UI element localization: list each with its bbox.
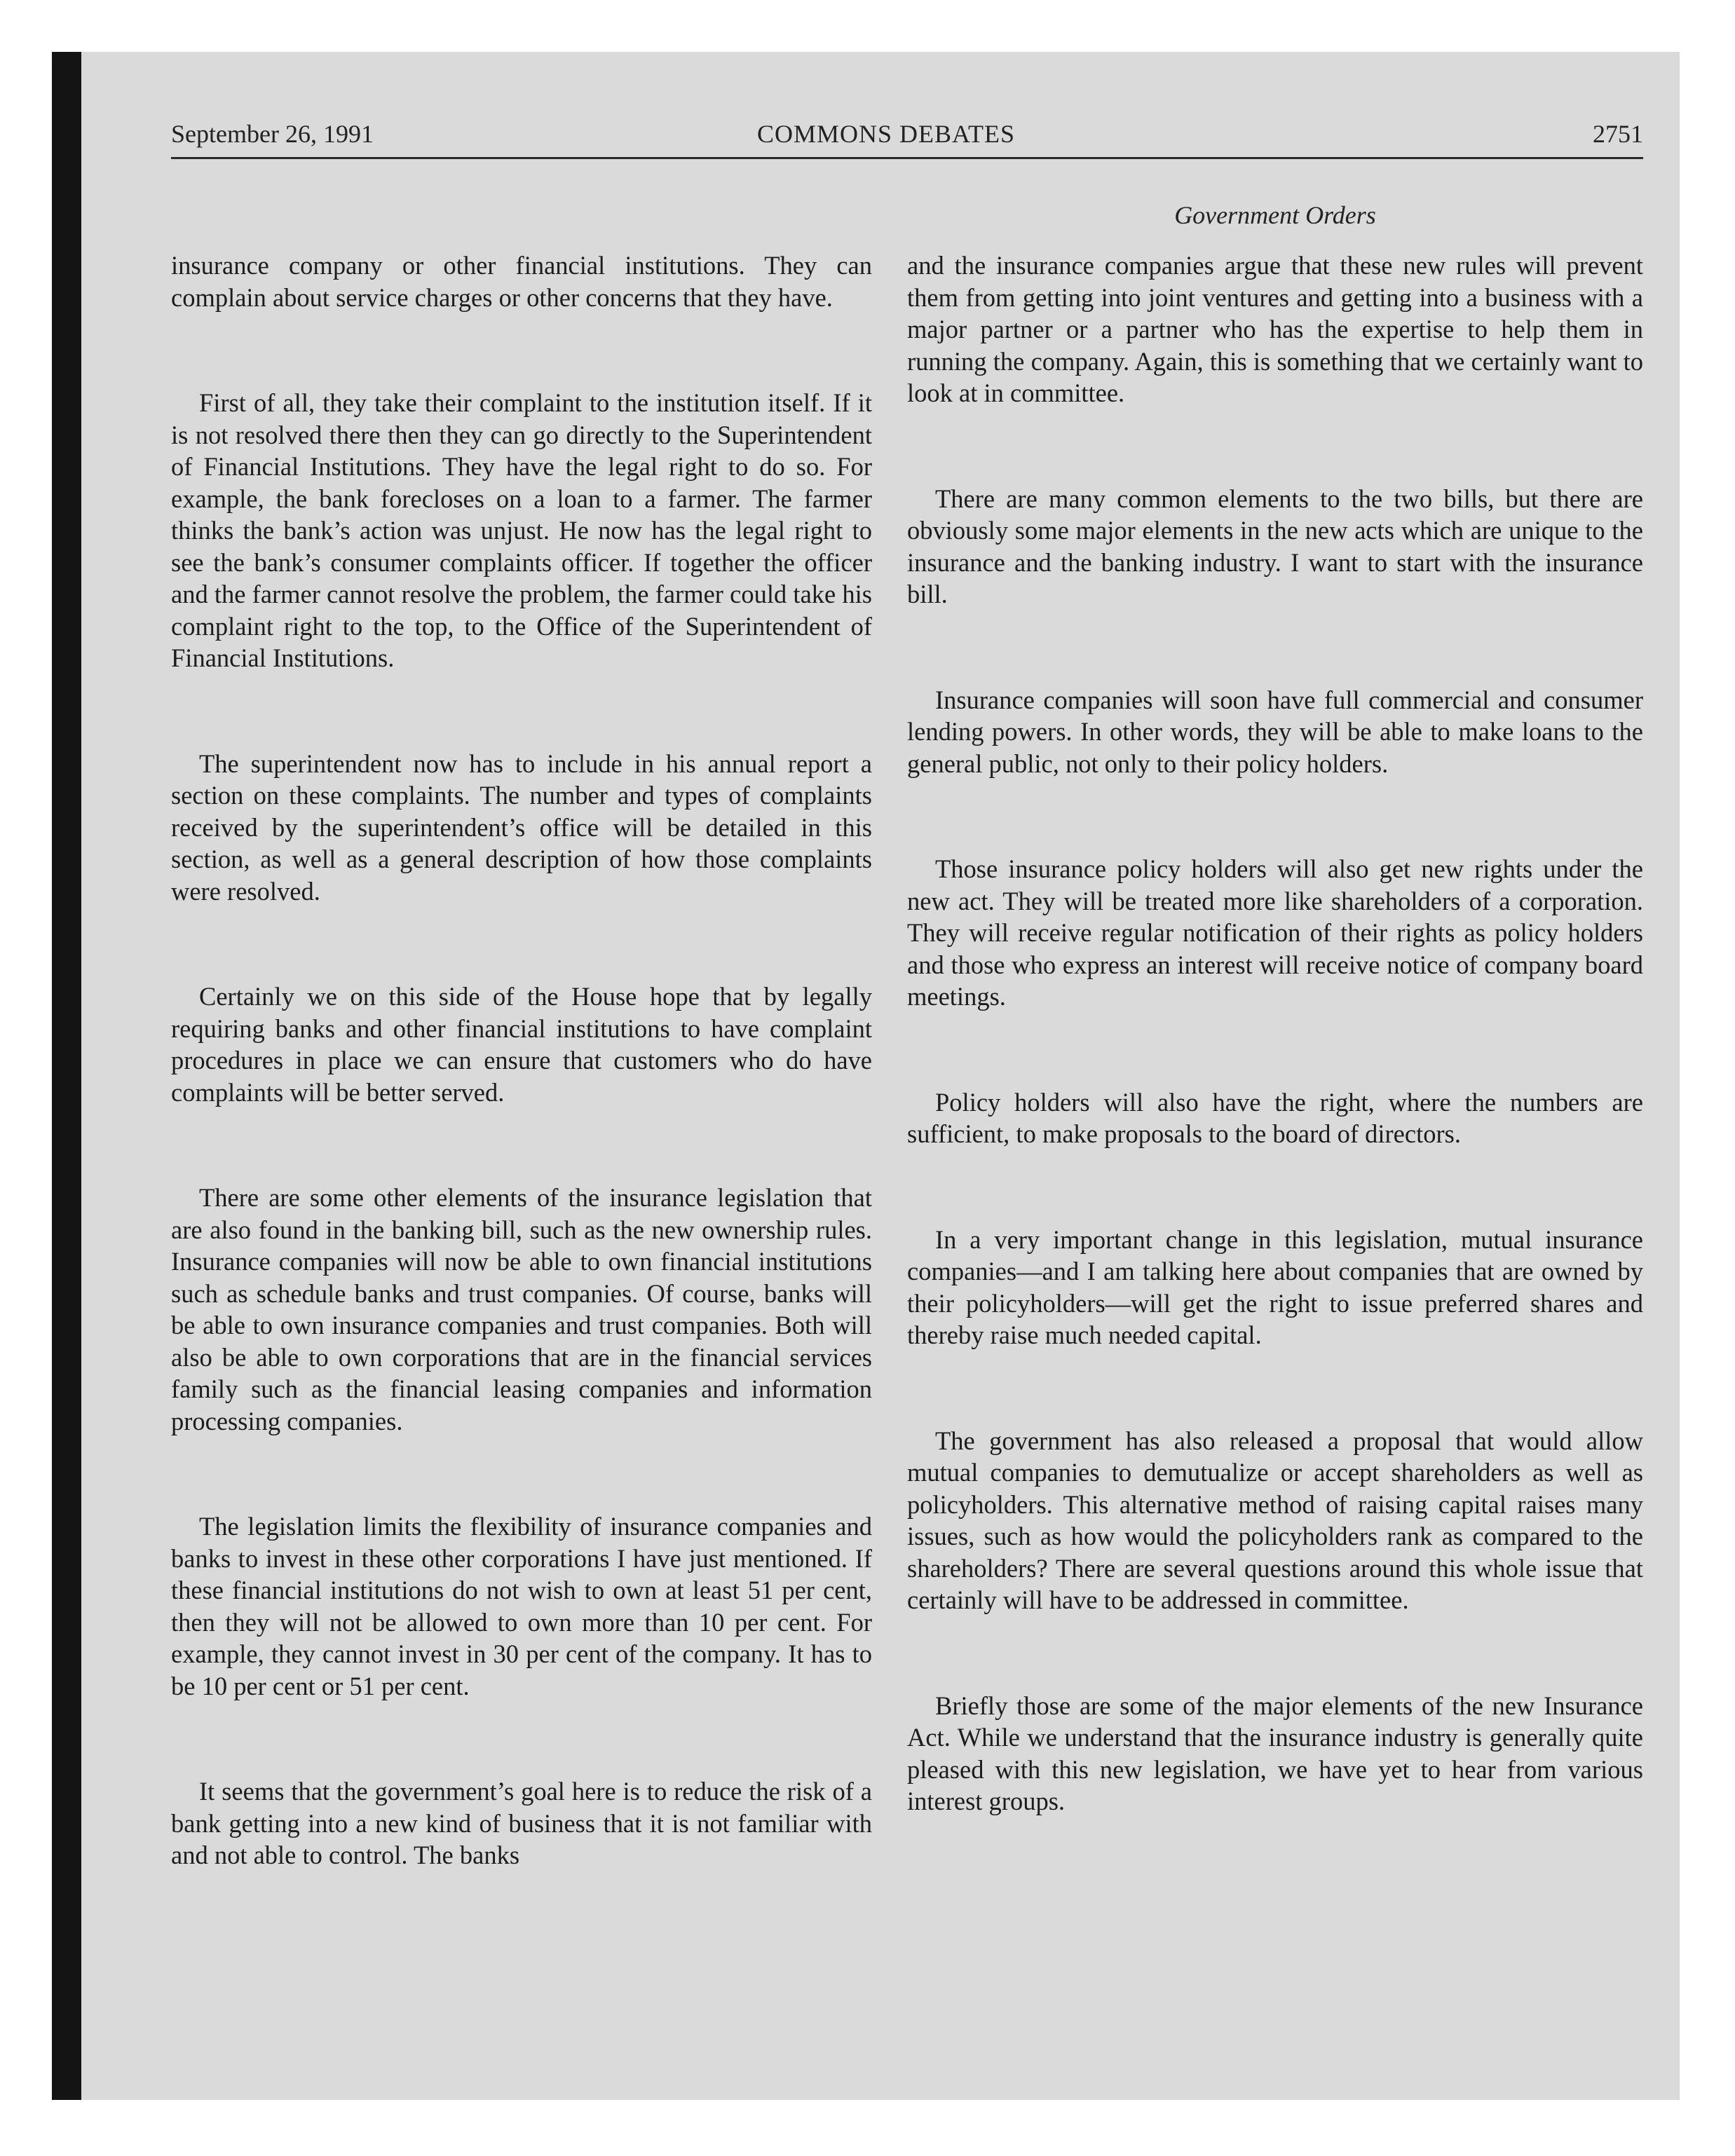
- scanned-page: [52, 52, 1680, 2100]
- left-column: [171, 250, 872, 1871]
- paragraph: There are some other elements of the insurance legislation that are also found in the banking bill, such as the new ownership rules. Insurance companies will now be able to own financial institutions such as schedule banks and trust companies. Of course, banks will be able to own insurance companies and trust companies. Both will also be able to own corporations that are in the financial services family such as the financial leasing companies and information processing companies.: [171, 1183, 872, 1435]
- paragraph: Those insurance policy holders will also get new rights under the new act. They will be treated more like shareholders of a corporation. They will receive regular notification of their rights as policy holders and those who express an interest will receive notice of company board meetings.: [907, 854, 1643, 1011]
- paragraph: The superintendent now has to include in his annual report a section on these complaints. The number and types of complaints received by the superintendent’s office will be detailed in this section, as well as a general description of how those complaints were resolved.: [171, 749, 872, 906]
- paragraph: Policy holders will also have the right, where the numbers are sufficient, to make proposals to the board of directors.: [907, 1087, 1643, 1148]
- paragraph: In a very important change in this legislation, mutual insurance companies—and I am talking here about companies that are owned by their policyholders—will get the right to issue preferred shares and thereby raise much needed capital.: [907, 1224, 1643, 1349]
- right-column: [907, 250, 1643, 1817]
- section-heading: Government Orders: [1174, 201, 1376, 229]
- header-rule: [171, 157, 1643, 159]
- paragraph: Certainly we on this side of the House hope that by legally requiring banks and other financial institutions to have complaint procedures in place we can ensure that customers who do have complaints will be better served.: [171, 982, 872, 1107]
- paragraph: There are many common elements to the two bills, but there are obviously some major elements in the new acts which are unique to the insurance and the banking industry. I want to start with the insurance bill.: [907, 484, 1643, 608]
- paragraph: The government has also released a proposal that would allow mutual companies to demutualize or accept shareholders as well as policyholders. This alternative method of raising capital raises many issues, such as how would the policyholders rank as compared to the shareholders? There are several questions around this whole issue that certainly will have to be addressed in committee.: [907, 1426, 1643, 1614]
- paragraph: insurance company or other financial institutions. They can complain about service charges or other concerns that they have.: [171, 251, 872, 312]
- header-date: September 26, 1991: [171, 120, 374, 148]
- paragraph: Briefly those are some of the major elements of the new Insurance Act. While we understand that the insurance industry is generally quite pleased with this new legislation, we have yet to hear from various interest groups.: [907, 1691, 1643, 1815]
- binding-edge: [52, 52, 81, 2100]
- page-number: 2751: [1593, 120, 1643, 148]
- paragraph: Insurance companies will soon have full commercial and consumer lending powers. In other words, they will be able to make loans to the general public, not only to their policy holders.: [907, 685, 1643, 778]
- paragraph: First of all, they take their complaint to the institution itself. If it is not resolved there then they can go directly to the Superintendent of Financial Institutions. They have the legal right to do so. For example, the bank forecloses on a loan to a farmer. The farmer thinks the bank’s action was unjust. He now has the legal right to see the bank’s consumer complaints officer. If together the officer and the farmer cannot resolve the problem, the farmer could take his complaint right to the top, to the Office of the Superintendent of Financial Institutions.: [171, 388, 872, 672]
- publication-title: COMMONS DEBATES: [756, 120, 1016, 148]
- paragraph: The legislation limits the flexibility of insurance companies and banks to invest in these other corporations I have just mentioned. If these financial institutions do not wish to own at least 51 per cent, then they will not be allowed to own more than 10 per cent. For example, they cannot invest in 30 per cent of the company. It has to be 10 per cent or 51 per cent.: [171, 1512, 872, 1700]
- paragraph: It seems that the government’s goal here is to reduce the risk of a bank getting into a new kind of business that it is not familiar with and not able to control. The banks: [171, 1777, 872, 1869]
- paragraph: and the insurance companies argue that these new rules will prevent them from getting into joint ventures and getting into a business with a major partner or a partner who has the expertise to help them in running the company. Again, this is something that we certainly want to look at in committee.: [907, 251, 1643, 407]
